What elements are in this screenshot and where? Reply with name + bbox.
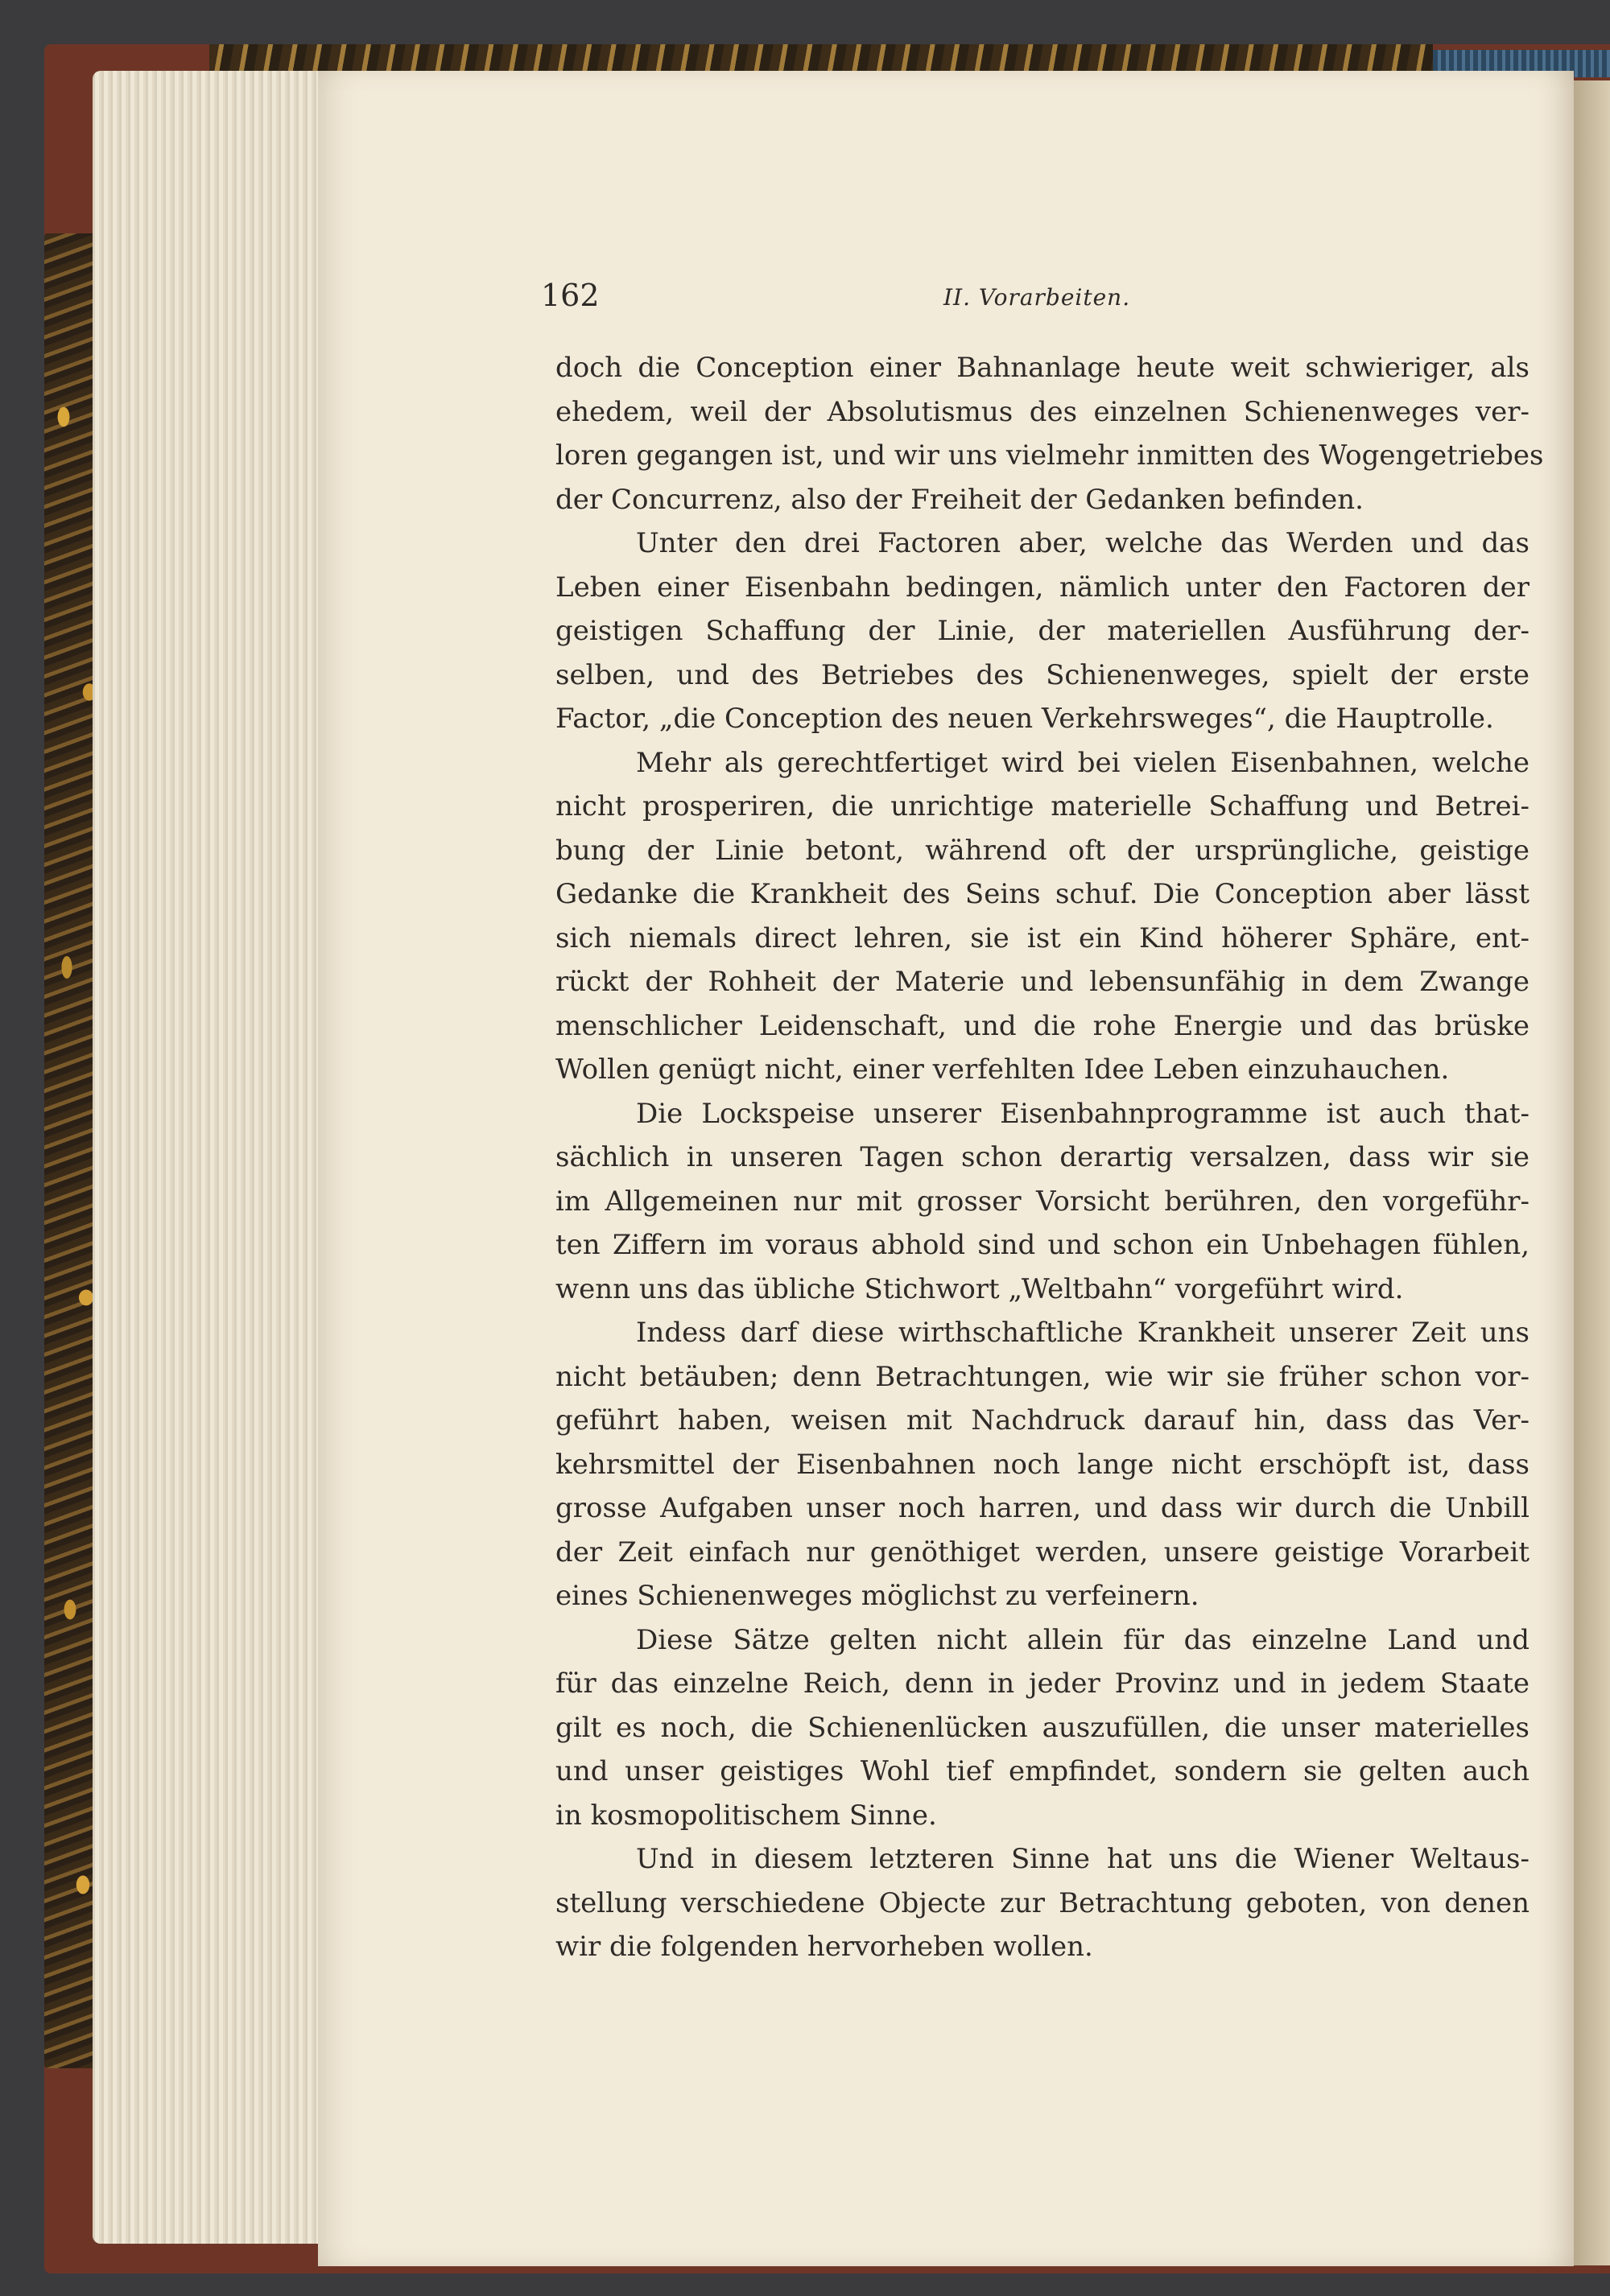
page-block-edges — [93, 71, 326, 2244]
text-line: selben, und des Betriebes des Schienenweges, spielt der erste — [555, 658, 1530, 691]
facing-page-edge — [1574, 80, 1610, 2265]
text-line: geistigen Schaffung der Linie, der materiellen Ausführung der- — [555, 615, 1530, 647]
text-line: menschlicher Leidenschaft, und die rohe Energie und das brüske — [555, 1009, 1530, 1042]
text-line: der Zeit einfach nur genöthiget werden, unsere geistige Vorarbeit — [555, 1535, 1530, 1568]
text-line: Die Lockspeise unserer Eisenbahnprogramme ist auch that- — [636, 1097, 1530, 1130]
text-line: Unter den drei Factoren aber, welche das Werden und das — [636, 527, 1530, 559]
text-line: loren gegangen ist, und wir uns vielmehr inmitten des Wogengetriebes — [555, 439, 1544, 472]
text-line: stellung verschiedene Objecte zur Betrachtung geboten, von denen — [555, 1886, 1530, 1919]
text-line: rückt der Rohheit der Materie und lebensunfähig in dem Zwange — [555, 966, 1530, 998]
page-header — [541, 278, 1161, 318]
text-line: sich niemals direct lehren, sie ist ein Kind höherer Sphäre, ent- — [555, 921, 1530, 954]
text-line: und unser geistiges Wohl tief empfindet, sondern sie gelten auch — [555, 1755, 1530, 1787]
body-text — [555, 346, 1544, 1969]
text-line: Mehr als gerechtfertiget wird bei vielen Eisenbahnen, welche — [636, 746, 1530, 779]
text-line: kehrsmittel der Eisenbahnen noch lange nicht erschöpft ist, dass — [555, 1448, 1530, 1481]
text-line: Gedanke die Krankheit des Seins schuf. Die Conception aber lässt — [555, 878, 1530, 910]
text-line: sächlich in unseren Tagen schon derartig versalzen, dass wir sie — [555, 1141, 1530, 1173]
text-line: ten Ziffern im voraus abhold sind und schon ein Unbehagen fühlen, — [555, 1229, 1530, 1261]
text-line: nicht prosperiren, die unrichtige materielle Schaffung und Betrei- — [555, 790, 1530, 822]
text-line: bung der Linie betont, während oft der ursprüngliche, geistige — [555, 834, 1530, 867]
text-line: der Concurrenz, also der Freiheit der Gedanken befinden. — [555, 483, 1364, 516]
text-line: Wollen genügt nicht, einer verfehlten Idee Leben einzuhauchen. — [555, 1053, 1450, 1086]
text-line: Diese Sätze gelten nicht allein für das einzelne Land und — [636, 1623, 1530, 1656]
text-line: Leben einer Eisenbahn bedingen, nämlich unter den Factoren der — [555, 571, 1530, 604]
text-line: in kosmopolitischem Sinne. — [555, 1799, 937, 1832]
text-line: Indess darf diese wirthschaftliche Krankheit unserer Zeit uns — [636, 1317, 1530, 1349]
text-line: wenn uns das übliche Stichwort „Weltbahn“ vorgeführt wird. — [555, 1272, 1404, 1305]
text-line: wir die folgenden hervorheben wollen. — [555, 1931, 1093, 1963]
text-line: Factor, „die Conception des neuen Verkehrsweges“, die Hauptrolle. — [555, 703, 1494, 735]
text-line: geführt haben, weisen mit Nachdruck darauf hin, dass das Ver- — [555, 1404, 1530, 1437]
text-line: doch die Conception einer Bahnanlage heute weit schwieriger, als — [555, 352, 1530, 384]
text-line: ehedem, weil der Absolutismus des einzelnen Schienenweges ver- — [555, 395, 1530, 428]
text-line: eines Schienenweges möglichst zu verfeinern. — [555, 1580, 1199, 1612]
page-number: 162 — [541, 278, 600, 313]
text-line: grosse Aufgaben unser noch harren, und dass wir durch die Unbill — [555, 1492, 1530, 1524]
text-line: im Allgemeinen nur mit grosser Vorsicht berühren, den vorgeführ- — [555, 1185, 1530, 1218]
text-line: für das einzelne Reich, denn in jeder Provinz und in jedem Staate — [555, 1667, 1530, 1700]
text-line: nicht betäuben; denn Betrachtungen, wie wir sie früher schon vor- — [555, 1360, 1530, 1393]
text-line: gilt es noch, die Schienenlücken auszufüllen, die unser materielles — [555, 1711, 1530, 1744]
text-line: Und in diesem letzteren Sinne hat uns die Wiener Weltaus- — [636, 1843, 1530, 1875]
running-head: II. Vorarbeiten. — [943, 284, 1131, 311]
